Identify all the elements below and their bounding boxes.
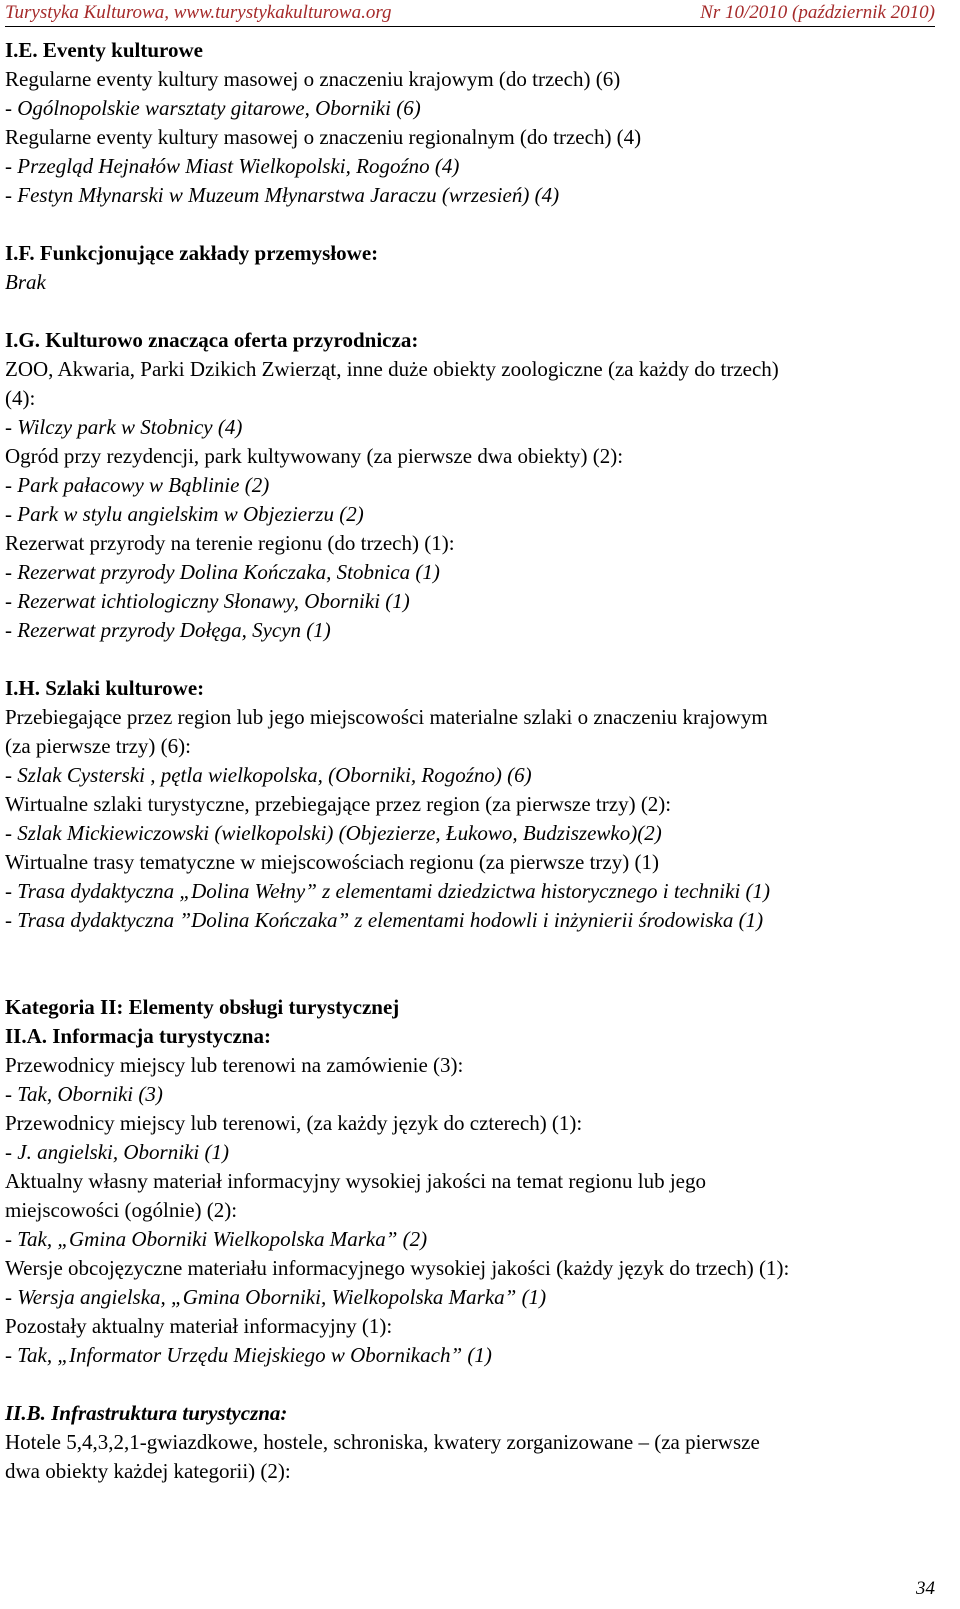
list-item: - Park w stylu angielskim w Objezierzu (2) [5, 502, 364, 526]
list-item: - Szlak Mickiewiczowski (wielkopolski) (Objezierze, Łukowo, Budziszewko)(2) [5, 821, 662, 845]
criterion-line: Hotele 5,4,3,2,1-gwiazdkowe, hostele, schroniska, kwatery zorganizowane – (za pierwsze [5, 1430, 760, 1454]
section-heading: II.A. Informacja turystyczna: [5, 1024, 271, 1048]
list-item: - Rezerwat przyrody Dołęga, Sycyn (1) [5, 618, 331, 642]
section-heading: I.G. Kulturowo znacząca oferta przyrodnicza: [5, 328, 419, 352]
section-heading: II.B. Infrastruktura turystyczna: [5, 1401, 288, 1425]
list-item: - Ogólnopolskie warsztaty gitarowe, Oborniki (6) [5, 96, 421, 120]
page-number: 34 [916, 1578, 935, 1599]
list-item: - Szlak Cysterski , pętla wielkopolska, (Oborniki, Rogoźno) (6) [5, 763, 532, 787]
criterion-line: Wirtualne trasy tematyczne w miejscowościach regionu (za pierwsze trzy) (1) [5, 850, 659, 874]
criterion-line: dwa obiekty każdej kategorii) (2): [5, 1459, 291, 1483]
criterion-line: (za pierwsze trzy) (6): [5, 734, 191, 758]
criterion-line: miejscowości (ogólnie) (2): [5, 1198, 238, 1222]
journal-title: Turystyka Kulturowa, www.turystykakulturowa.org [5, 2, 392, 23]
list-item: - Rezerwat ichtiologiczny Słonawy, Oborniki (1) [5, 589, 410, 613]
section-heading: I.E. Eventy kulturowe [5, 38, 203, 62]
list-item: - Tak, „Gmina Oborniki Wielkopolska Marka” (2) [5, 1227, 428, 1251]
issue-number: Nr 10/2010 (październik 2010) [700, 2, 935, 23]
criterion-line: Wersje obcojęzyczne materiału informacyjnego wysokiej jakości (każdy język do trzech) (1): [5, 1256, 790, 1280]
criterion-line: Regularne eventy kultury masowej o znaczeniu krajowym (do trzech) (6) [5, 67, 621, 91]
list-item: - Przegląd Hejnałów Miast Wielkopolski, Rogoźno (4) [5, 154, 460, 178]
criterion-line: Wirtualne szlaki turystyczne, przebiegające przez region (za pierwsze trzy) (2): [5, 792, 672, 816]
section-heading: I.H. Szlaki kulturowe: [5, 676, 205, 700]
list-item: - Park pałacowy w Bąblinie (2) [5, 473, 270, 497]
document-body [5, 36, 950, 1486]
list-item: - Tak, „Informator Urzędu Miejskiego w Obornikach” (1) [5, 1343, 492, 1367]
criterion-line: Przebiegające przez region lub jego miejscowości materialne szlaki o znaczeniu krajowym [5, 705, 768, 729]
criterion-line: Regularne eventy kultury masowej o znaczeniu regionalnym (do trzech) (4) [5, 125, 642, 149]
list-item: - Trasa dydaktyczna „Dolina Wełny” z elementami dziedzictwa historycznego i techniki (1) [5, 879, 771, 903]
list-item: - Festyn Młynarski w Muzeum Młynarstwa Jaraczu (wrzesień) (4) [5, 183, 560, 207]
list-item: - Rezerwat przyrody Dolina Kończaka, Stobnica (1) [5, 560, 440, 584]
list-item: - Tak, Oborniki (3) [5, 1082, 163, 1106]
criterion-line: Ogród przy rezydencji, park kultywowany (za pierwsze dwa obiekty) (2): [5, 444, 624, 468]
list-item: - Trasa dydaktyczna ”Dolina Kończaka” z elementami hodowli i inżynierii środowiska (1) [5, 908, 764, 932]
list-item: Brak [5, 270, 46, 294]
list-item: - J. angielski, Oborniki (1) [5, 1140, 229, 1164]
criterion-line: Rezerwat przyrody na terenie regionu (do trzech) (1): [5, 531, 455, 555]
list-item: - Wersja angielska, „Gmina Oborniki, Wielkopolska Marka” (1) [5, 1285, 547, 1309]
running-header [5, 2, 935, 27]
criterion-line: (4): [5, 386, 36, 410]
list-item: - Wilczy park w Stobnicy (4) [5, 415, 243, 439]
criterion-line: Pozostały aktualny materiał informacyjny (1): [5, 1314, 393, 1338]
criterion-line: Aktualny własny materiał informacyjny wysokiej jakości na temat regionu lub jego [5, 1169, 706, 1193]
criterion-line: ZOO, Akwaria, Parki Dzikich Zwierząt, inne duże obiekty zoologiczne (za każdy do trzech) [5, 357, 779, 381]
section-heading: I.F. Funkcjonujące zakłady przemysłowe: [5, 241, 379, 265]
category-heading: Kategoria II: Elementy obsługi turystycznej [5, 995, 400, 1019]
criterion-line: Przewodnicy miejscy lub terenowi na zamówienie (3): [5, 1053, 464, 1077]
criterion-line: Przewodnicy miejscy lub terenowi, (za każdy język do czterech) (1): [5, 1111, 583, 1135]
